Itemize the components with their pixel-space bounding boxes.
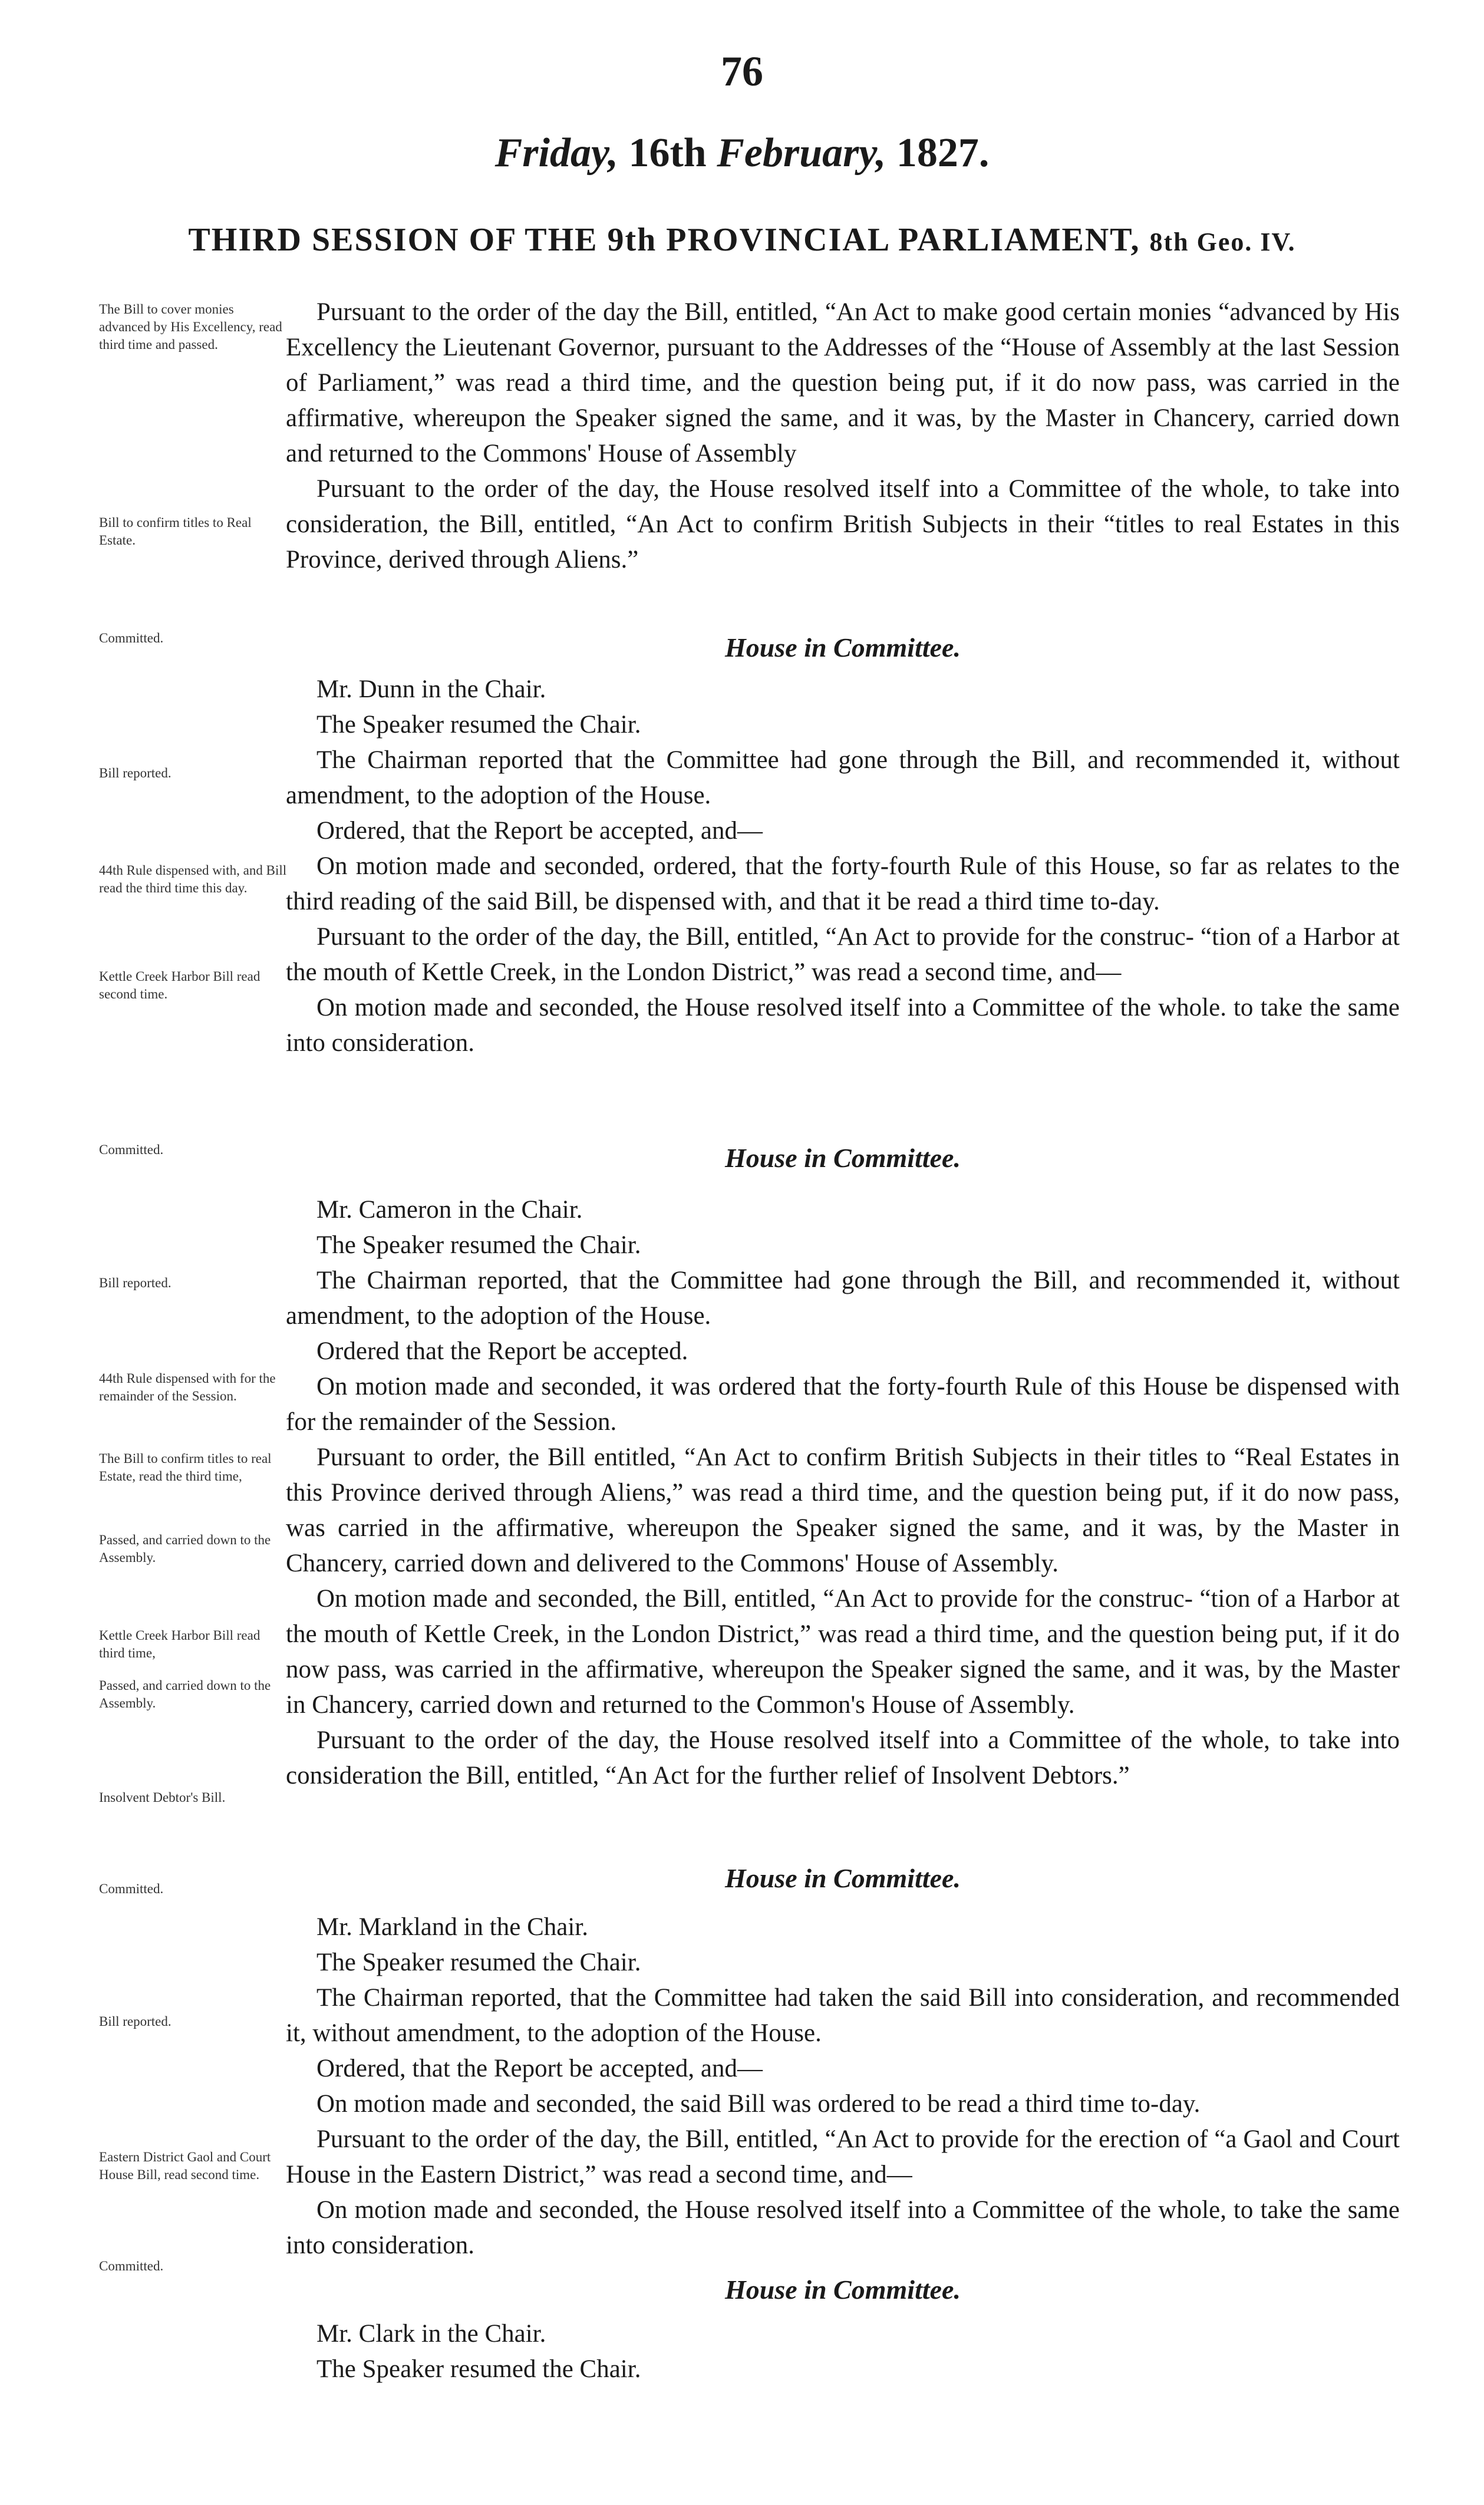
paragraph-group bbox=[286, 295, 1400, 578]
margin-note: Bill to confirm titles to Real Estate. bbox=[99, 515, 252, 548]
paragraph: Pursuant to order, the Bill entitled, “An Act to confirm British Subjects in their titles to “Real Estates in this Province derived through Aliens,” was read a third time, and the question being put, if it do now pass, was carried in the affirmative, whereupon the Speaker signed the same, and it was, by the Master in Chancery, carried down and delivered to the Commons' House of Assembly. bbox=[286, 1443, 1400, 1577]
paragraph: On motion made and seconded, it was ordered that the forty-fourth Rule of this House be dispensed with for the remainder of the Session. bbox=[286, 1373, 1400, 1436]
margin-note: The Bill to cover monies advanced by His Excellency, read third time and passed. bbox=[99, 302, 282, 352]
margin-note: Kettle Creek Harbor Bill read second time. bbox=[99, 969, 260, 1001]
committee-heading: House in Committee. bbox=[725, 1863, 961, 1893]
paragraph: Mr. Cameron in the Chair. bbox=[316, 1196, 583, 1224]
date-heading bbox=[0, 130, 1484, 177]
paragraph: Pursuant to the order of the day, the House resolved itself into a Committee of the whole, to take into consideration the Bill, entitled, “An Act for the further relief of Insolvent Debtors.” bbox=[286, 1726, 1400, 1789]
paragraph: Pursuant to the order of the day, the House resolved itself into a Committee of the whole, to take into consideration, the Bill, entitled, “An Act to confirm British Subjects in their “titles to real Estates in this Province, derived through Aliens.” bbox=[286, 475, 1400, 573]
paragraph: The Chairman reported, that the Committee had gone through the Bill, and recommended it, without amendment, to the adoption of the House. bbox=[286, 1267, 1400, 1330]
margin-note: Committed. bbox=[99, 1142, 164, 1157]
margin-note: Passed, and carried down to the Assembly. bbox=[99, 1678, 271, 1710]
session-main: THIRD SESSION OF THE 9th PROVINCIAL PARLIAMENT, bbox=[188, 222, 1140, 258]
margin-note: Committed. bbox=[99, 631, 164, 645]
committee-heading: House in Committee. bbox=[725, 1143, 961, 1173]
margin-note: Kettle Creek Harbor Bill read third time, bbox=[99, 1628, 260, 1660]
committee-heading: House in Committee. bbox=[725, 2275, 961, 2305]
paragraph: On motion made and seconded, the House resolved itself into a Committee of the whole, to take the same into consideration. bbox=[286, 2196, 1400, 2259]
paragraph: Pursuant to the order of the day, the Bill, entitled, “An Act to provide for the construc- “tion of a Harbor at the mouth of Kettle Creek, in the London District,” was read a second time, and— bbox=[286, 923, 1400, 986]
paragraph-group bbox=[286, 1910, 1400, 2263]
margin-note: Committed. bbox=[99, 1881, 164, 1896]
margin-note: Bill reported. bbox=[99, 2014, 172, 2029]
paragraph: Mr. Dunn in the Chair. bbox=[316, 675, 546, 703]
session-reign: 8th Geo. IV. bbox=[1149, 228, 1296, 256]
paragraph: Pursuant to the order of the day the Bill, entitled, “An Act to make good certain monies “advanced by His Excellency the Lieutenant Governor, pursuant to the Addresses of the “House of Assembly at the last Session of Parliament,” was read a third time, and the question being put, if it do now pass, was carried in the affirmative, whereupon the Speaker signed the same, and it was, by the Master in Chancery, carried down and returned to the Commons' House of Assembly bbox=[286, 298, 1400, 467]
margin-note: 44th Rule dispensed with, and Bill read the third time this day. bbox=[99, 863, 287, 895]
margin-note: Eastern District Gaol and Court House Bill, read second time. bbox=[99, 2150, 271, 2182]
margin-note: Bill reported. bbox=[99, 766, 172, 780]
paragraph: The Speaker resumed the Chair. bbox=[316, 1231, 641, 1259]
margin-note: Insolvent Debtor's Bill. bbox=[99, 1790, 226, 1805]
page-number: 76 bbox=[721, 48, 763, 95]
date-day: Friday, bbox=[494, 130, 618, 176]
paragraph: The Speaker resumed the Chair. bbox=[316, 2355, 641, 2383]
margin-note: Committed. bbox=[99, 2259, 164, 2273]
date-date: 16th bbox=[628, 130, 707, 176]
paragraph: The Chairman reported, that the Committee had taken the said Bill into consideration, and recommended it, without amendment, to the adoption of the House. bbox=[286, 1984, 1400, 2047]
paragraph-group bbox=[286, 1192, 1400, 1794]
paragraph-group bbox=[286, 672, 1400, 1061]
paragraph-group bbox=[286, 2316, 1400, 2387]
margin-note: Passed, and carried down to the Assembly. bbox=[99, 1532, 271, 1565]
date-month: February, bbox=[717, 130, 886, 176]
paragraph: On motion made and seconded, the said Bill was ordered to be read a third time to-day. bbox=[316, 2090, 1201, 2118]
paragraph: On motion made and seconded, ordered, that the forty-fourth Rule of this House, so far as relates to the third reading of the said Bill, be dispensed with, and that it be read a third time to-day. bbox=[286, 852, 1400, 915]
paragraph: The Speaker resumed the Chair. bbox=[316, 1949, 641, 1976]
paragraph: Ordered, that the Report be accepted, and— bbox=[316, 817, 763, 845]
paragraph: Mr. Clark in the Chair. bbox=[316, 2320, 546, 2348]
paragraph: Mr. Markland in the Chair. bbox=[316, 1913, 588, 1941]
paragraph: The Chairman reported that the Committee had gone through the Bill, and recommended it, without amendment, to the adoption of the House. bbox=[286, 746, 1400, 809]
date-year: 1827. bbox=[896, 130, 990, 176]
margin-note: The Bill to confirm titles to real Estate, read the third time, bbox=[99, 1451, 272, 1484]
paragraph: On motion made and seconded, the House resolved itself into a Committee of the whole. to take the same into consideration. bbox=[286, 994, 1400, 1057]
paragraph: Ordered that the Report be accepted. bbox=[316, 1337, 688, 1365]
session-heading bbox=[0, 221, 1484, 259]
paragraph: Pursuant to the order of the day, the Bill, entitled, “An Act to provide for the erection of “a Gaol and Court House in the Eastern District,” was read a second time, and— bbox=[286, 2125, 1400, 2188]
margin-note: 44th Rule dispensed with for the remainder of the Session. bbox=[99, 1371, 276, 1403]
committee-heading: House in Committee. bbox=[725, 632, 961, 662]
paragraph: The Speaker resumed the Chair. bbox=[316, 711, 641, 739]
margin-note: Bill reported. bbox=[99, 1275, 172, 1290]
paragraph: Ordered, that the Report be accepted, and— bbox=[316, 2055, 763, 2082]
paragraph: On motion made and seconded, the Bill, entitled, “An Act to provide for the construc- “tion of a Harbor at the mouth of Kettle Creek, in the London District,” was read a third time, and the question being put, if it do now pass, was carried in the affirmative, whereupon the Speaker signed the same, and it was, by the Master in Chancery, carried down and returned to the Common's House of Assembly. bbox=[286, 1585, 1400, 1719]
